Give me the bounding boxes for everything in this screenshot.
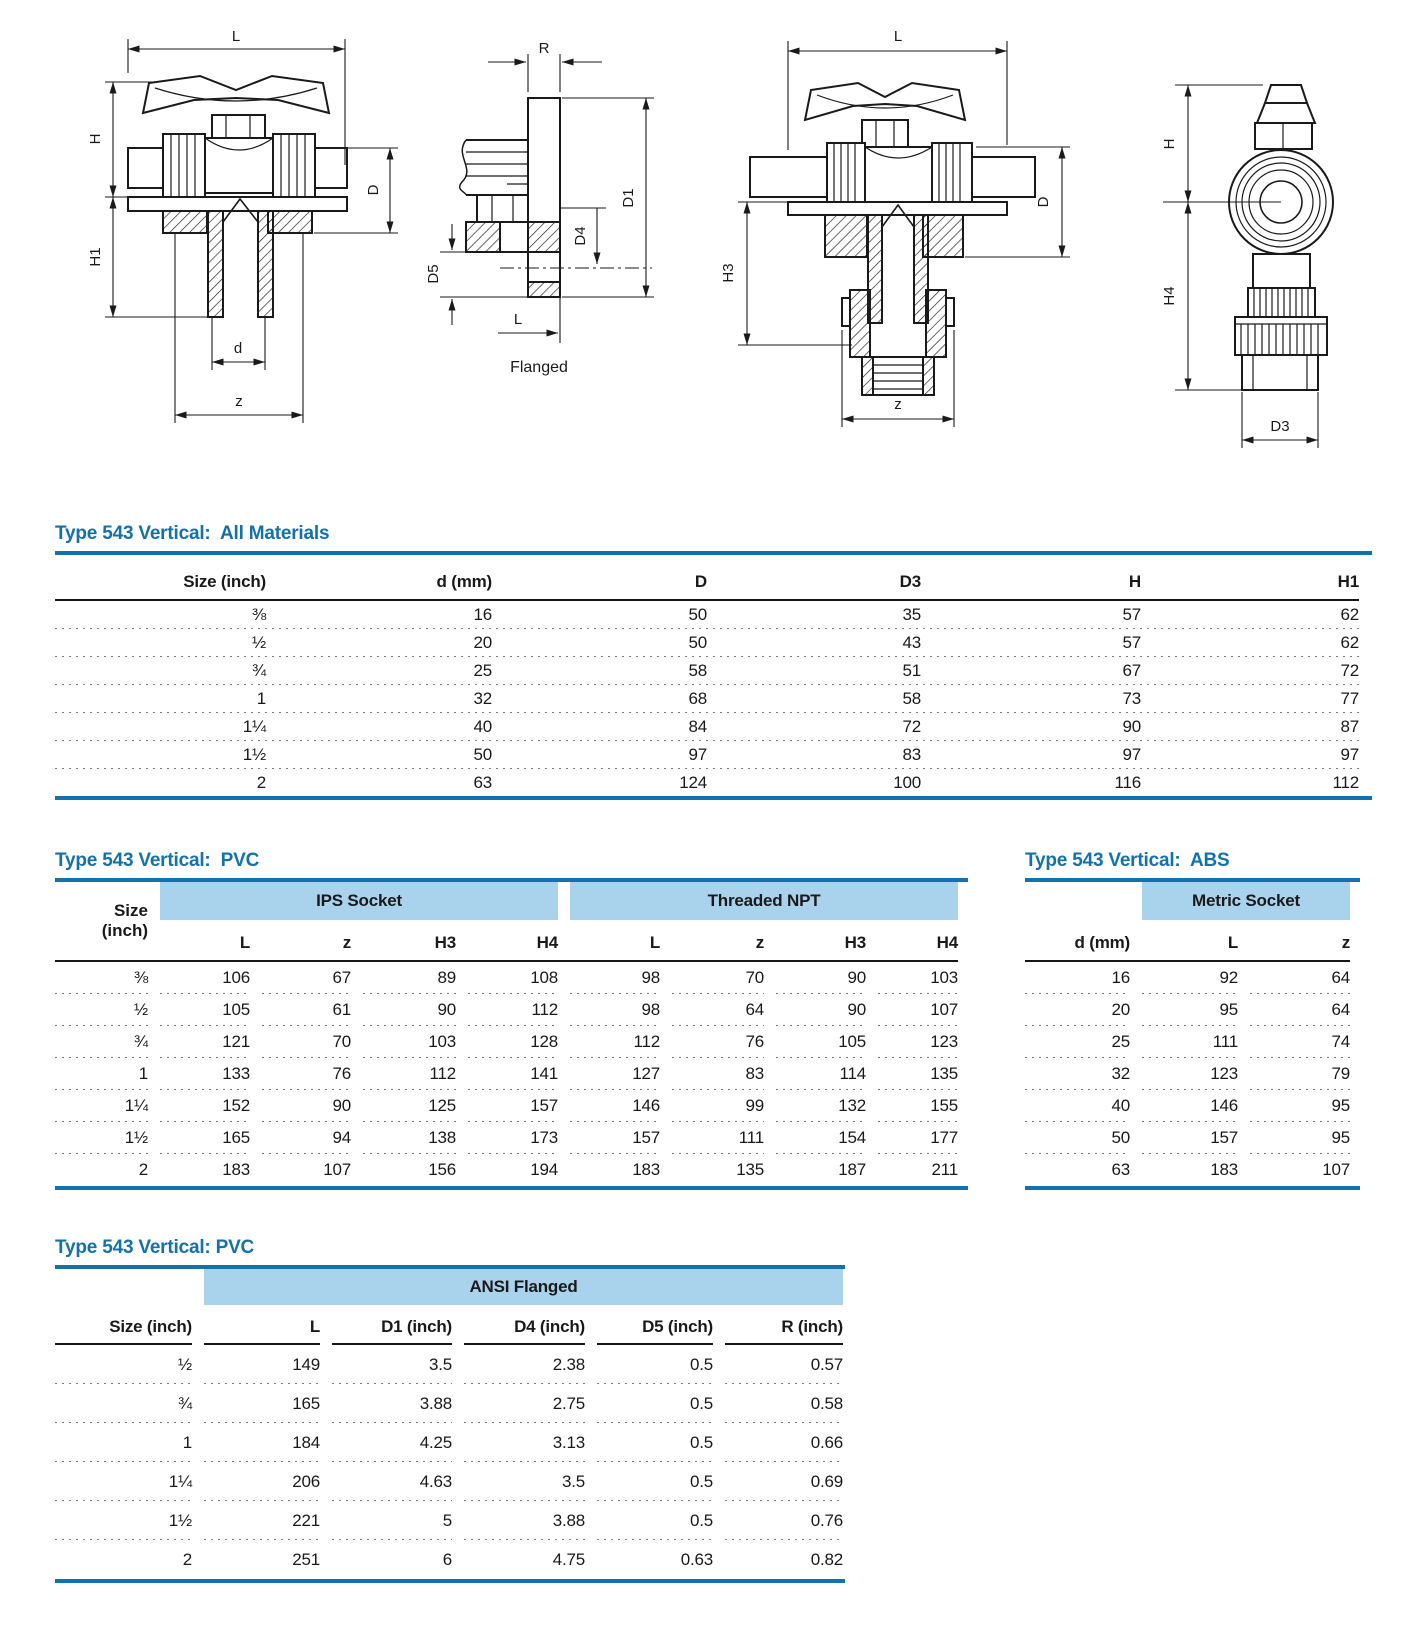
table-cell: 97 xyxy=(688,744,707,764)
table-cell: 165 xyxy=(160,1122,250,1154)
subcolumn-header-L: L xyxy=(239,933,250,952)
table-cell: 3.88 xyxy=(332,1384,452,1423)
table-cell: 173 xyxy=(468,1122,558,1154)
column-header-D3: D3 xyxy=(899,572,921,591)
dim-label-h: H xyxy=(87,133,104,145)
table-cell: 177 xyxy=(878,1122,958,1154)
flange-outline xyxy=(460,98,560,297)
table-cell: ½ xyxy=(252,632,266,652)
table-cell: ¾ xyxy=(252,660,266,680)
table-cell: 127 xyxy=(570,1058,660,1090)
pvc-section xyxy=(55,849,968,1190)
table-cell: 157 xyxy=(1142,1122,1238,1154)
column-header-D5: D5 (inch) xyxy=(597,1305,713,1345)
size-header-line2: (inch) xyxy=(101,921,148,940)
table-title-all-materials: Type 543 Vertical: All Materials xyxy=(55,523,330,544)
dim-label-h: H xyxy=(1161,138,1178,150)
table-cell: 0.5 xyxy=(597,1462,713,1501)
column-header-d-mm: d (mm) xyxy=(436,572,492,591)
column-header-L: L xyxy=(1227,933,1238,952)
table-cell: 107 xyxy=(1322,1160,1350,1179)
table-cell: 90 xyxy=(1122,716,1141,736)
subcolumn-header-H4: H4 xyxy=(936,933,958,952)
table-cell: 77 xyxy=(1340,688,1359,708)
subcolumn-header-z: z xyxy=(342,933,351,952)
table-cell: 1 xyxy=(55,1058,148,1090)
dim-label-d5: D5 xyxy=(425,264,442,284)
column-header-size: Size (inch) xyxy=(55,1305,192,1345)
table-cell: 132 xyxy=(776,1090,866,1122)
table-cell: 25 xyxy=(473,660,492,680)
table-cell: 64 xyxy=(1250,994,1350,1026)
table-cell: 1 xyxy=(55,1423,192,1462)
table-cell: 32 xyxy=(473,688,492,708)
table-cell: 50 xyxy=(688,632,707,652)
column-header-D: D xyxy=(694,572,707,591)
table-cell: 20 xyxy=(1025,994,1130,1026)
table-cell: 1¼ xyxy=(55,1090,148,1122)
table-cell: 146 xyxy=(570,1090,660,1122)
all-materials-section xyxy=(55,522,1372,800)
table-cell: 165 xyxy=(204,1384,320,1423)
table-cell: 156 xyxy=(428,1160,456,1179)
table-cell: 94 xyxy=(262,1122,351,1154)
table-cell: 1½ xyxy=(242,744,266,764)
table-cell: 62 xyxy=(1340,632,1359,652)
table-bottom-rule xyxy=(55,1186,968,1190)
table-cell: 90 xyxy=(262,1090,351,1122)
subcolumn-header-L: L xyxy=(649,933,660,952)
flanged-section xyxy=(55,1236,845,1583)
table-cell: 2.38 xyxy=(464,1345,585,1384)
table-cell: 0.76 xyxy=(725,1501,843,1540)
table-cell: 183 xyxy=(632,1160,660,1179)
table-cell: 83 xyxy=(672,1058,764,1090)
valve-body-outline xyxy=(1229,85,1333,390)
table-cell: 90 xyxy=(776,994,866,1026)
dim-label-d-cap: D xyxy=(365,184,382,196)
table-cell: 105 xyxy=(776,1026,866,1058)
table-cell: 0.5 xyxy=(597,1384,713,1423)
table-cell: ¾ xyxy=(55,1026,148,1058)
valve-body-outline xyxy=(750,83,1035,395)
table-cell: 1¼ xyxy=(55,1462,192,1501)
table-cell: 92 xyxy=(1142,962,1238,994)
table-cell: 107 xyxy=(878,994,958,1026)
group-header-threaded-npt: Threaded NPT xyxy=(570,882,958,920)
table-cell: 25 xyxy=(1025,1026,1130,1058)
column-header-size xyxy=(55,882,148,960)
dim-label-d1: D1 xyxy=(620,188,637,208)
table-cell: 79 xyxy=(1250,1058,1350,1090)
table-cell: 50 xyxy=(688,604,707,624)
table-cell: 83 xyxy=(902,744,921,764)
table-cell: 4.25 xyxy=(332,1423,452,1462)
table-cell: 107 xyxy=(323,1160,351,1179)
table-cell: 4.75 xyxy=(552,1549,585,1569)
column-header-d-mm: d (mm) xyxy=(1074,933,1130,952)
table-cell: 95 xyxy=(1142,994,1238,1026)
pvc-table xyxy=(55,882,968,1186)
drawing-socket-front-view xyxy=(60,15,400,445)
table-cell: 95 xyxy=(1250,1122,1350,1154)
table-cell: 111 xyxy=(1142,1026,1238,1058)
table-cell: 112 xyxy=(570,1026,660,1058)
table-cell: 73 xyxy=(1122,688,1141,708)
subcolumn-header-H3: H3 xyxy=(434,933,456,952)
valve-body-outline xyxy=(128,76,347,317)
table-cell: 90 xyxy=(363,994,456,1026)
table-cell: 112 xyxy=(363,1058,456,1090)
table-cell: 111 xyxy=(672,1122,764,1154)
column-header-R: R (inch) xyxy=(725,1305,843,1345)
table-cell: ¾ xyxy=(55,1384,192,1423)
table-cell: 157 xyxy=(570,1122,660,1154)
subcolumn-header-z: z xyxy=(755,933,764,952)
dim-label-d-cap: D xyxy=(1035,196,1052,208)
dim-label-z: z xyxy=(235,393,243,410)
table-cell: 67 xyxy=(1122,660,1141,680)
dim-label-d: d xyxy=(233,340,243,357)
table-cell: ½ xyxy=(55,1345,192,1384)
table-cell: 61 xyxy=(262,994,351,1026)
corner-spacer xyxy=(1025,882,1130,920)
table-cell: 70 xyxy=(262,1026,351,1058)
table-bottom-rule xyxy=(55,1579,845,1583)
corner-spacer xyxy=(55,1269,192,1305)
table-cell: 128 xyxy=(468,1026,558,1058)
dim-label-h3: H3 xyxy=(720,263,737,283)
table-cell: 125 xyxy=(363,1090,456,1122)
table-cell: 183 xyxy=(222,1160,250,1179)
group-header-ansi-flanged: ANSI Flanged xyxy=(204,1269,843,1305)
table-cell: 97 xyxy=(1340,744,1359,764)
table-cell: 157 xyxy=(468,1090,558,1122)
table-cell: 87 xyxy=(1340,716,1359,736)
table-cell: 123 xyxy=(1142,1058,1238,1090)
table-cell: 187 xyxy=(838,1160,866,1179)
table-cell: 149 xyxy=(204,1345,320,1384)
drawing-threaded-front-view xyxy=(690,15,1075,435)
table-cell: 50 xyxy=(473,744,492,764)
table-cell: 32 xyxy=(1025,1058,1130,1090)
table-cell: 40 xyxy=(1025,1090,1130,1122)
column-header-H1: H1 xyxy=(1337,572,1359,591)
subcolumn-header-H3: H3 xyxy=(844,933,866,952)
table-cell: 184 xyxy=(204,1423,320,1462)
table-cell: 133 xyxy=(160,1058,250,1090)
table-cell: 63 xyxy=(1111,1160,1130,1179)
table-cell: 123 xyxy=(878,1026,958,1058)
table-cell: 206 xyxy=(204,1462,320,1501)
table-cell: 154 xyxy=(776,1122,866,1154)
table-cell: 138 xyxy=(363,1122,456,1154)
table-cell: 3.5 xyxy=(332,1345,452,1384)
table-title-abs: Type 543 Vertical: ABS xyxy=(1025,850,1230,871)
table-cell: 2 xyxy=(256,772,266,792)
table-cell: 89 xyxy=(363,962,456,994)
table-cell: 99 xyxy=(672,1090,764,1122)
dim-label-l: L xyxy=(231,28,241,45)
table-cell: 57 xyxy=(1122,604,1141,624)
column-header-H: H xyxy=(1128,572,1141,591)
table-cell: 1½ xyxy=(55,1501,192,1540)
table-cell: 1½ xyxy=(55,1122,148,1154)
table-cell: 62 xyxy=(1340,604,1359,624)
size-header-line1: Size xyxy=(113,901,148,920)
table-cell: 63 xyxy=(473,772,492,792)
table-cell: ⅜ xyxy=(252,604,266,624)
table-cell: 0.82 xyxy=(810,1549,843,1569)
table-cell: 112 xyxy=(468,994,558,1026)
table-cell: 51 xyxy=(902,660,921,680)
dim-label-h1: H1 xyxy=(87,247,104,267)
table-cell: 183 xyxy=(1210,1160,1238,1179)
table-cell: 116 xyxy=(1114,772,1141,792)
table-cell: 0.58 xyxy=(725,1384,843,1423)
table-cell: 0.69 xyxy=(725,1462,843,1501)
table-cell: ½ xyxy=(55,994,148,1026)
drawing-side-profile-view xyxy=(1095,40,1385,470)
subcolumn-header-H4: H4 xyxy=(536,933,558,952)
table-cell: 72 xyxy=(1340,660,1359,680)
group-header-metric-socket: Metric Socket xyxy=(1142,882,1350,920)
flanged-caption: Flanged xyxy=(510,359,568,376)
table-cell: 124 xyxy=(679,772,707,792)
table-cell: 95 xyxy=(1250,1090,1350,1122)
table-cell: 98 xyxy=(570,994,660,1026)
table-cell: 64 xyxy=(1250,962,1350,994)
group-header-ips-socket: IPS Socket xyxy=(160,882,558,920)
column-header-z: z xyxy=(1341,933,1350,952)
table-cell: 141 xyxy=(468,1058,558,1090)
table-cell: 0.5 xyxy=(597,1345,713,1384)
table-cell: 58 xyxy=(688,660,707,680)
table-cell: 50 xyxy=(1025,1122,1130,1154)
table-cell: 3.5 xyxy=(464,1462,585,1501)
table-cell: 97 xyxy=(1122,744,1141,764)
table-title-pvc: Type 543 Vertical: PVC xyxy=(55,850,260,871)
table-cell: 155 xyxy=(878,1090,958,1122)
table-cell: 121 xyxy=(160,1026,250,1058)
table-bottom-rule xyxy=(1025,1186,1360,1190)
table-bottom-rule xyxy=(55,796,1372,800)
table-cell: 40 xyxy=(473,716,492,736)
table-cell: 70 xyxy=(672,962,764,994)
column-header-D4: D4 (inch) xyxy=(464,1305,585,1345)
table-cell: 76 xyxy=(262,1058,351,1090)
table-cell: 105 xyxy=(160,994,250,1026)
table-cell: 2 xyxy=(182,1549,192,1569)
table-cell: 194 xyxy=(530,1160,558,1179)
column-header-L: L xyxy=(204,1305,320,1345)
abs-section xyxy=(1025,849,1360,1190)
table-cell: 135 xyxy=(878,1058,958,1090)
table-cell: 74 xyxy=(1250,1026,1350,1058)
table-cell: 0.5 xyxy=(597,1423,713,1462)
drawing-flanged-side-view xyxy=(400,40,680,385)
table-cell: 43 xyxy=(902,632,921,652)
dim-label-z: z xyxy=(894,396,902,413)
dim-label-r: R xyxy=(538,40,550,57)
table-cell: 3.88 xyxy=(464,1501,585,1540)
table-cell: 5 xyxy=(332,1501,452,1540)
table-cell: 135 xyxy=(736,1160,764,1179)
table-cell: 16 xyxy=(473,604,492,624)
table-cell: 112 xyxy=(1332,772,1359,792)
dim-label-l: L xyxy=(893,28,903,45)
table-cell: 84 xyxy=(688,716,707,736)
table-cell: 20 xyxy=(473,632,492,652)
table-cell: 58 xyxy=(902,688,921,708)
column-header-D1: D1 (inch) xyxy=(332,1305,452,1345)
table-cell: 114 xyxy=(776,1058,866,1090)
table-title-flanged: Type 543 Vertical: PVC xyxy=(55,1237,255,1258)
table-cell: 0.5 xyxy=(597,1501,713,1540)
dim-label-l: L xyxy=(513,311,523,328)
table-cell: 103 xyxy=(878,962,958,994)
table-cell: 1 xyxy=(256,688,266,708)
table-cell: 90 xyxy=(776,962,866,994)
table-cell: 211 xyxy=(931,1160,958,1179)
table-cell: 98 xyxy=(570,962,660,994)
table-cell: 0.63 xyxy=(680,1549,713,1569)
column-header-size: Size (inch) xyxy=(183,572,266,591)
table-cell: 221 xyxy=(204,1501,320,1540)
table-cell: 1¼ xyxy=(242,716,266,736)
abs-table xyxy=(1025,882,1360,1186)
table-cell: 76 xyxy=(672,1026,764,1058)
table-cell: 0.57 xyxy=(725,1345,843,1384)
table-cell: 64 xyxy=(672,994,764,1026)
table-cell: 152 xyxy=(160,1090,250,1122)
table-cell: 68 xyxy=(688,688,707,708)
table-cell: 108 xyxy=(468,962,558,994)
table-cell: 251 xyxy=(292,1549,320,1569)
table-cell: 2 xyxy=(138,1160,148,1179)
table-cell: 4.63 xyxy=(332,1462,452,1501)
dim-label-d3: D3 xyxy=(1270,418,1290,435)
table-cell: 16 xyxy=(1025,962,1130,994)
table-cell: 6 xyxy=(442,1549,452,1569)
table-cell: 106 xyxy=(160,962,250,994)
dim-label-d4: D4 xyxy=(572,226,589,246)
table-cell: 67 xyxy=(262,962,351,994)
table-cell: 57 xyxy=(1122,632,1141,652)
all-materials-table xyxy=(55,555,1372,796)
table-cell: 72 xyxy=(902,716,921,736)
dim-label-h4: H4 xyxy=(1161,286,1178,306)
table-cell: 146 xyxy=(1142,1090,1238,1122)
flanged-table xyxy=(55,1269,845,1579)
table-cell: 2.75 xyxy=(464,1384,585,1423)
table-cell: 0.66 xyxy=(725,1423,843,1462)
table-cell: 35 xyxy=(902,604,921,624)
table-cell: 3.13 xyxy=(464,1423,585,1462)
table-cell: 103 xyxy=(363,1026,456,1058)
table-cell: ⅜ xyxy=(55,962,148,994)
table-cell: 100 xyxy=(893,772,921,792)
